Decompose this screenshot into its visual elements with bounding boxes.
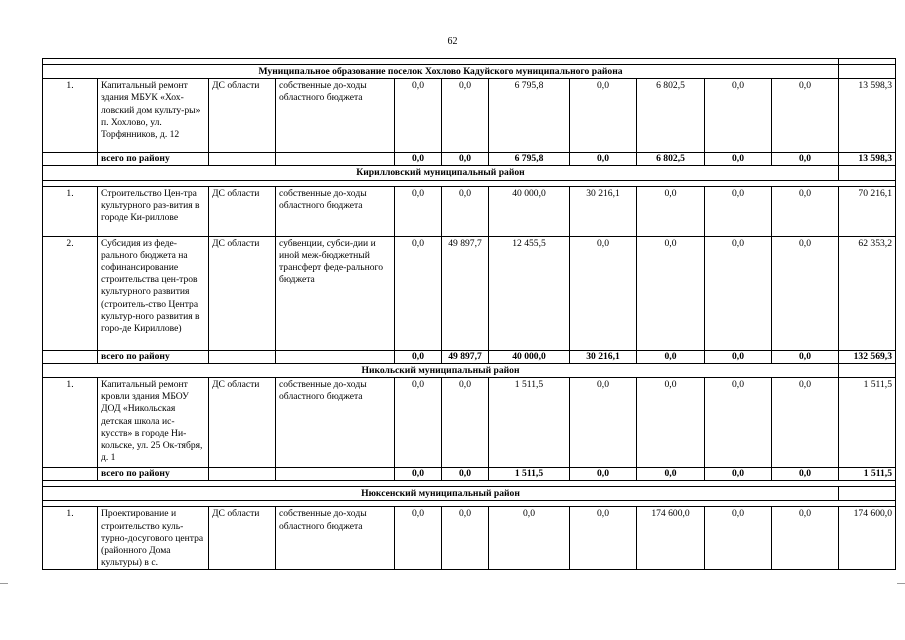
value-cell: 0,0: [705, 79, 772, 153]
value-cell: 0,0: [570, 507, 637, 570]
funding-source: субвенции, субси-дии и иной меж-бюджетный трансферт феде-рального бюджета: [276, 236, 395, 350]
total-sum: 1 511,5: [839, 468, 896, 481]
section-title: Кирилловский муниципальный район: [43, 166, 839, 180]
total-label: всего по району: [98, 468, 209, 481]
total-value: 0,0: [395, 153, 442, 166]
page-number: 62: [447, 36, 458, 47]
value-cell: 0,0: [637, 186, 705, 236]
value-cell: 0,0: [705, 236, 772, 350]
total-value: 0,0: [637, 350, 705, 363]
district-total-row: [43, 153, 896, 166]
project-name: Строительство Цен-тра культурного раз-вития в городе Ки-риллове: [98, 186, 209, 236]
table-row: [43, 507, 896, 570]
row-total: 62 353,2: [839, 236, 896, 350]
project-name: Капитальный ремонт кровли здания МБОУ ДОД «Никольская детская школа ис-кусств» в городе Ни-кольске, ул. 25 Ок-тября, д. 1: [98, 378, 209, 468]
total-sum: 13 598,3: [839, 153, 896, 166]
table-row: [43, 79, 896, 153]
value-cell: 0,0: [395, 507, 442, 570]
table-row: [43, 186, 896, 236]
value-cell: 0,0: [705, 507, 772, 570]
row-number: 1.: [43, 79, 98, 153]
total-value: 0,0: [570, 153, 637, 166]
value-cell: 6 802,5: [637, 79, 705, 153]
value-cell: 0,0: [772, 79, 839, 153]
row-total: 13 598,3: [839, 79, 896, 153]
value-cell: 0,0: [395, 236, 442, 350]
funding-source: собственные до-ходы областного бюджета: [276, 186, 395, 236]
total-value: 0,0: [442, 468, 489, 481]
project-name: Капитальный ремонт здания МБУК «Хох-ловский дом культу-ры» п. Хохлово, ул. Торфянников, д. 12: [98, 79, 209, 153]
value-cell: 6 795,8: [489, 79, 570, 153]
row-total: 1 511,5: [839, 378, 896, 468]
scan-edge-mark: [897, 583, 905, 584]
total-value: 0,0: [705, 153, 772, 166]
section-header: [43, 65, 896, 79]
total-value: 0,0: [705, 350, 772, 363]
total-value: 0,0: [395, 468, 442, 481]
value-cell: 0,0: [442, 507, 489, 570]
project-name: Субсидия из феде-рального бюджета на софинансирование строительства цен-тров культурного развития (строитель-ство Центра культур-ного развития в горо-де Кириллове): [98, 236, 209, 350]
value-cell: 0,0: [637, 378, 705, 468]
value-cell: 49 897,7: [442, 236, 489, 350]
budget-table: [42, 58, 896, 570]
total-value: 0,0: [772, 350, 839, 363]
total-value: 0,0: [442, 153, 489, 166]
total-value: 0,0: [637, 468, 705, 481]
section-title: Никольский муниципальный район: [43, 363, 839, 377]
total-value: 49 897,7: [442, 350, 489, 363]
table-row: [43, 378, 896, 468]
row-number: 1.: [43, 186, 98, 236]
executor: ДС области: [209, 79, 276, 153]
value-cell: 0,0: [395, 186, 442, 236]
value-cell: 0,0: [772, 186, 839, 236]
total-value: 40 000,0: [489, 350, 570, 363]
section-header: [43, 166, 896, 180]
value-cell: 0,0: [442, 186, 489, 236]
section-header: [43, 487, 896, 501]
value-cell: 174 600,0: [637, 507, 705, 570]
row-number: 1.: [43, 378, 98, 468]
total-sum: 132 569,3: [839, 350, 896, 363]
value-cell: 1 511,5: [489, 378, 570, 468]
value-cell: 0,0: [570, 236, 637, 350]
project-name: Проектирование и строительство куль-турно-досугового центра (районного Дома культуры) в с.: [98, 507, 209, 570]
value-cell: 30 216,1: [570, 186, 637, 236]
value-cell: 12 455,5: [489, 236, 570, 350]
section-title: Муниципальное образование поселок Хохлово Кадуйского муниципального района: [43, 65, 839, 79]
row-number: 1.: [43, 507, 98, 570]
funding-source: собственные до-ходы областного бюджета: [276, 79, 395, 153]
value-cell: 0,0: [442, 79, 489, 153]
table-row: [43, 236, 896, 350]
row-total: 70 216,1: [839, 186, 896, 236]
executor: ДС области: [209, 236, 276, 350]
value-cell: 0,0: [442, 378, 489, 468]
value-cell: 0,0: [395, 79, 442, 153]
district-total-row: [43, 350, 896, 363]
total-value: 0,0: [772, 468, 839, 481]
value-cell: 0,0: [772, 236, 839, 350]
value-cell: 0,0: [570, 79, 637, 153]
value-cell: 0,0: [489, 507, 570, 570]
total-value: 0,0: [570, 468, 637, 481]
total-value: 0,0: [705, 468, 772, 481]
value-cell: 0,0: [705, 378, 772, 468]
scan-edge-mark: [0, 583, 8, 584]
funding-source: собственные до-ходы областного бюджета: [276, 507, 395, 570]
row-number: 2.: [43, 236, 98, 350]
value-cell: 0,0: [772, 378, 839, 468]
total-value: 6 795,8: [489, 153, 570, 166]
executor: ДС области: [209, 507, 276, 570]
section-title: Нюксенский муниципальный район: [43, 487, 839, 501]
value-cell: 0,0: [705, 186, 772, 236]
total-value: 0,0: [395, 350, 442, 363]
funding-source: собственные до-ходы областного бюджета: [276, 378, 395, 468]
total-value: 30 216,1: [570, 350, 637, 363]
total-value: 6 802,5: [637, 153, 705, 166]
value-cell: 40 000,0: [489, 186, 570, 236]
executor: ДС области: [209, 186, 276, 236]
total-value: 0,0: [772, 153, 839, 166]
value-cell: 0,0: [637, 236, 705, 350]
total-label: всего по району: [98, 350, 209, 363]
executor: ДС области: [209, 378, 276, 468]
total-label: всего по району: [98, 153, 209, 166]
total-value: 1 511,5: [489, 468, 570, 481]
row-total: 174 600,0: [839, 507, 896, 570]
value-cell: 0,0: [395, 378, 442, 468]
district-total-row: [43, 468, 896, 481]
value-cell: 0,0: [570, 378, 637, 468]
section-header: [43, 363, 896, 377]
value-cell: 0,0: [772, 507, 839, 570]
